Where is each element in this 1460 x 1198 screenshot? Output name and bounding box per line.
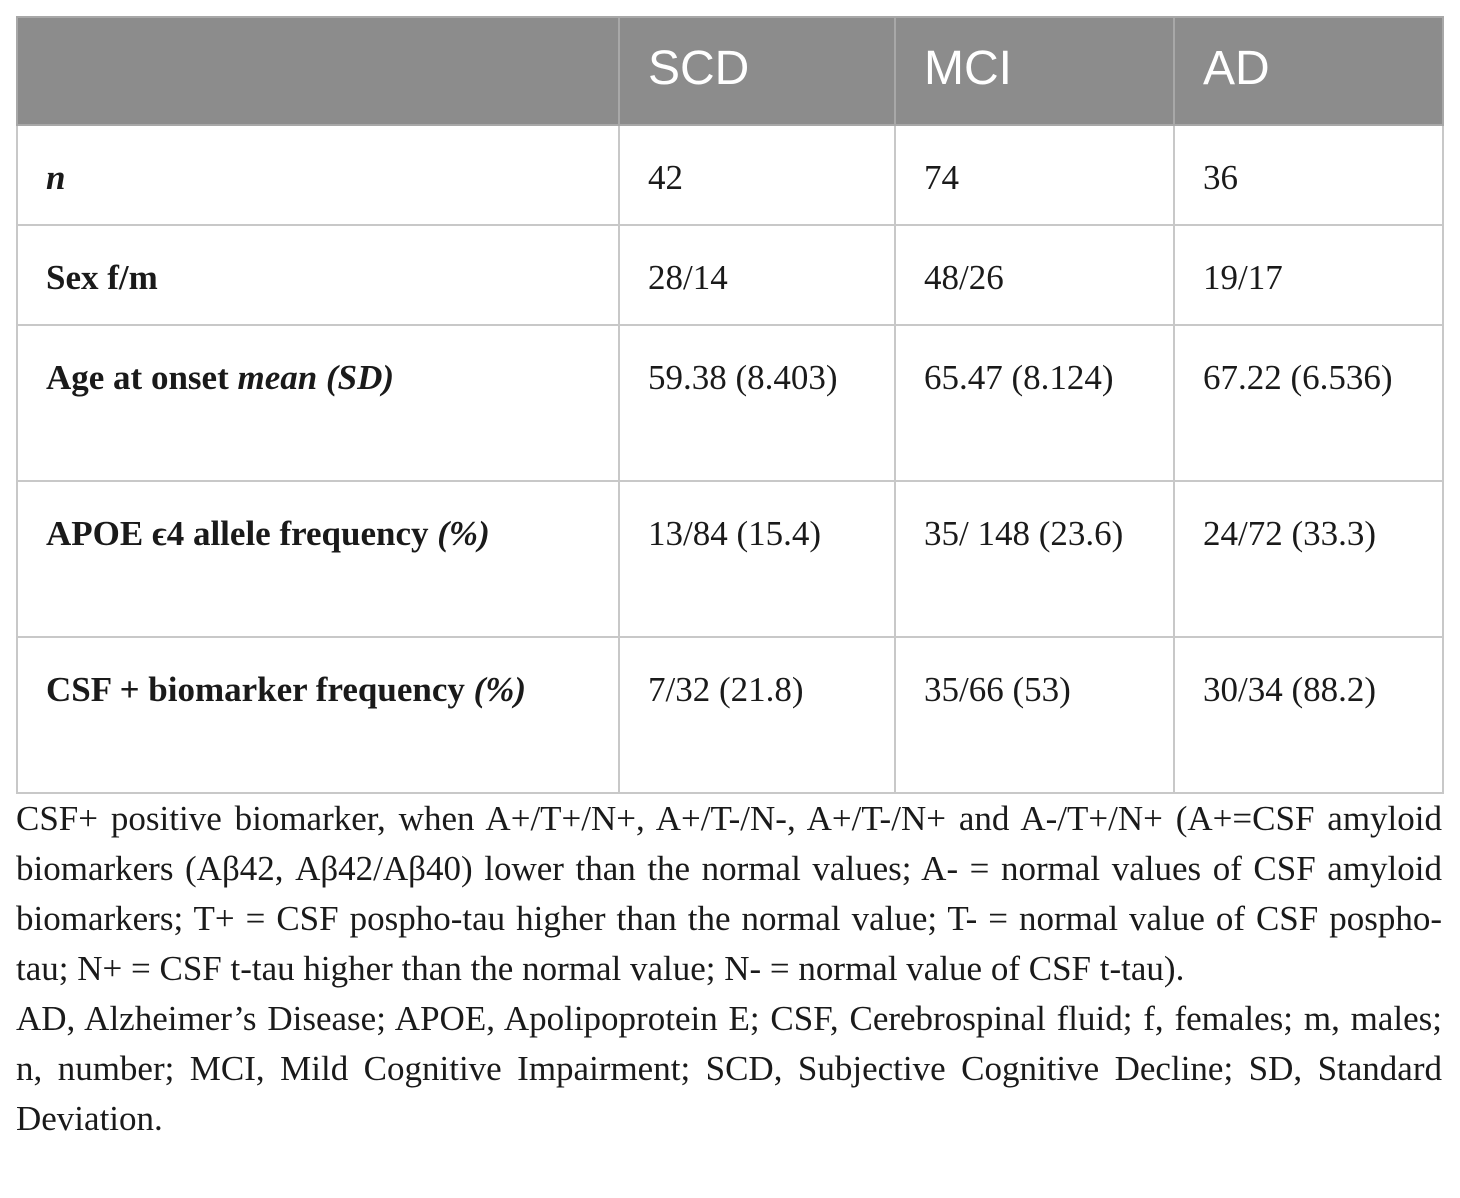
row-label-age-at-onset [17, 325, 619, 481]
table-row [17, 125, 1443, 225]
table-cell: 67.22 (6.536) [1174, 325, 1443, 481]
table-cell: 28/14 [619, 225, 895, 325]
header-cell-ad: AD [1174, 17, 1443, 125]
table-row [17, 325, 1443, 481]
table-cell: 48/26 [895, 225, 1174, 325]
table-cell: 19/17 [1174, 225, 1443, 325]
table-cell: 36 [1174, 125, 1443, 225]
table-row [17, 225, 1443, 325]
table-footnotes [16, 794, 1442, 1144]
row-label-part: CSF + biomarker frequency [46, 670, 474, 709]
row-label-csf-biomarker [17, 637, 619, 793]
row-label-part: n [46, 158, 66, 197]
table-cell: 24/72 (33.3) [1174, 481, 1443, 637]
table-cell: 35/66 (53) [895, 637, 1174, 793]
table-cell: 30/34 (88.2) [1174, 637, 1443, 793]
table-cell: 42 [619, 125, 895, 225]
table-cell: 7/32 (21.8) [619, 637, 895, 793]
table-cell: 59.38 (8.403) [619, 325, 895, 481]
header-cell-empty [17, 17, 619, 125]
demographics-table-container [16, 16, 1442, 794]
table-cell: 74 [895, 125, 1174, 225]
table-cell: 13/84 (15.4) [619, 481, 895, 637]
footnote-csf-definition: CSF+ positive biomarker, when A+/T+/N+, A+/T-/N-, A+/T-/N+ and A-/T+/N+ (A+=CSF amyloid biomarkers (Aβ42, Aβ42/Aβ40) lower than the normal values; A- = normal values of CSF amyloid biomarkers; T+ = CSF pospho-tau higher than the normal value; T- = normal value of CSF pospho-tau; N+ = CSF t-tau higher than the normal value; N- = normal value of CSF t-tau). [16, 799, 1442, 988]
demographics-table [16, 16, 1444, 794]
table-cell: 65.47 (8.124) [895, 325, 1174, 481]
table-row [17, 637, 1443, 793]
row-label-part: Sex f/m [46, 258, 158, 297]
header-cell-mci: MCI [895, 17, 1174, 125]
footnote-abbreviations: AD, Alzheimer’s Disease; APOE, Apolipoprotein E; CSF, Cerebrospinal fluid; f, females; m, males; n, number; MCI, Mild Cognitive Impairment; SCD, Subjective Cognitive Decline; SD, Standard Deviation. [16, 999, 1442, 1138]
row-label-part: (%) [473, 670, 527, 709]
table-cell: 35/ 148 (23.6) [895, 481, 1174, 637]
row-label-part: APOE ϵ4 allele frequency [46, 514, 438, 553]
header-cell-scd: SCD [619, 17, 895, 125]
row-label-n [17, 125, 619, 225]
table-header-row [17, 17, 1443, 125]
table-row [17, 481, 1443, 637]
row-label-part: (%) [437, 514, 490, 553]
row-label-apoe [17, 481, 619, 637]
row-label-sex [17, 225, 619, 325]
row-label-part: mean (SD) [237, 358, 395, 397]
row-label-part: Age at onset [46, 358, 238, 397]
